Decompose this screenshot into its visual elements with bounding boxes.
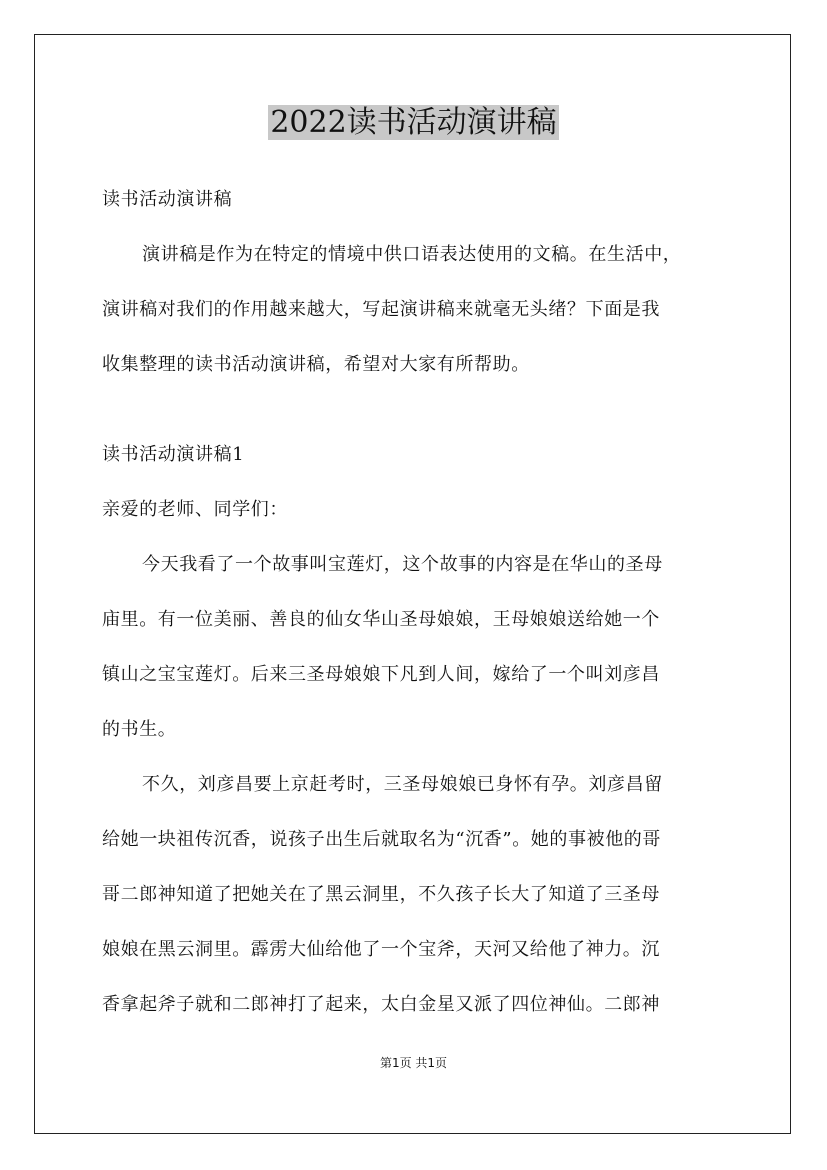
intro-line: 演讲稿对我们的作用越来越大，写起演讲稿来就毫无头绪？下面是我	[102, 299, 660, 320]
paragraph-line: 镇山之宝宝莲灯。后来三圣母娘娘下凡到人间，嫁给了一个叫刘彦昌	[102, 664, 660, 685]
greeting: 亲爱的老师、同学们：	[102, 499, 288, 520]
intro-line: 收集整理的读书活动演讲稿，希望对大家有所帮助。	[102, 354, 530, 375]
subtitle: 读书活动演讲稿	[102, 189, 233, 210]
paragraph-line: 不久，刘彦昌要上京赶考时，三圣母娘娘已身怀有孕。刘彦昌留	[142, 774, 663, 795]
paragraph-line: 香拿起斧子就和二郎神打了起来，太白金星又派了四位神仙。二郎神	[102, 994, 660, 1015]
document-body	[102, 172, 726, 1032]
paragraph-line: 的书生。	[102, 719, 177, 740]
paragraph-line: 今天我看了一个故事叫宝莲灯，这个故事的内容是在华山的圣母	[142, 554, 663, 575]
section-heading: 读书活动演讲稿1	[102, 444, 245, 465]
page-footer	[0, 1054, 827, 1071]
paragraph-line: 给她一块祖传沉香，说孩子出生后就取名为“沉香”。她的事被他的哥	[102, 829, 662, 850]
paragraph-line: 哥二郎神知道了把她关在了黑云洞里，不久孩子长大了知道了三圣母	[102, 884, 660, 905]
page-number: 第1页 共1页	[379, 1056, 448, 1070]
document-title	[0, 103, 827, 143]
paragraph-line: 庙里。有一位美丽、善良的仙女华山圣母娘娘，王母娘娘送给她一个	[102, 609, 660, 630]
paragraph-spacer	[102, 392, 726, 427]
document-title-text: 2022读书活动演讲稿	[270, 105, 557, 140]
paragraph-line: 娘娘在黑云洞里。霹雳大仙给他了一个宝斧，天河又给他了神力。沉	[102, 939, 660, 960]
intro-line: 演讲稿是作为在特定的情境中供口语表达使用的文稿。在生活中，	[142, 244, 682, 265]
